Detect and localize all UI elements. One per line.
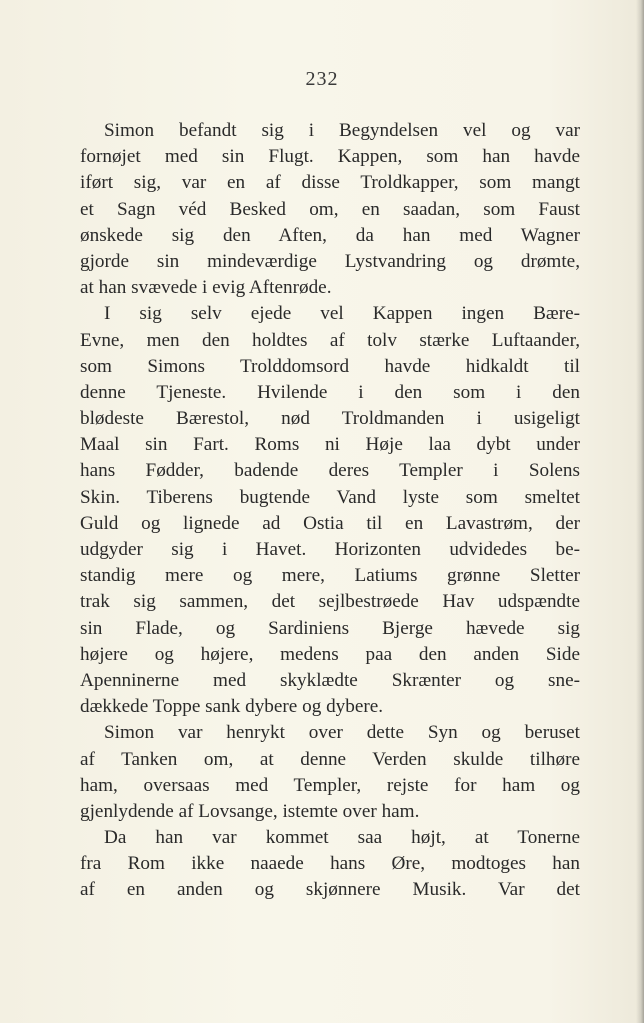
- text-line: ønskede sig den Aften, da han med Wagner: [80, 224, 580, 246]
- text-line: af en anden og skjønnere Musik. Var det: [80, 879, 580, 901]
- page-number: 232: [305, 68, 339, 90]
- text-line: Maal sin Fart. Roms ni Høje laa dybt under: [80, 434, 580, 456]
- text-line: gjorde sin mindeværdige Lystvandring og drømte,: [80, 250, 580, 272]
- text-line: fra Rom ikke naaede hans Øre, modtoges han: [80, 853, 580, 875]
- text-line: sin Flade, og Sardiniens Bjerge hævede sig: [80, 617, 580, 639]
- text-line: ham, oversaas med Templer, rejste for ham og: [80, 774, 580, 796]
- text-line: Evne, men den holdtes af tolv stærke Luftaander,: [80, 329, 580, 351]
- text-line: fornøjet med sin Flugt. Kappen, som han havde: [80, 146, 580, 168]
- text-line: Simon befandt sig i Begyndelsen vel og var: [104, 120, 580, 141]
- text-line: gjenlydende af Lovsange, istemte over ham.: [80, 800, 420, 822]
- text-line: Skin. Tiberens bugtende Vand lyste som smeltet: [80, 486, 580, 508]
- text-line: dækkede Toppe sank dybere og dybere.: [80, 696, 384, 718]
- text-line: iført sig, var en af disse Troldkapper, som mangt: [80, 172, 580, 194]
- text-line: Apenninerne med skyklædte Skrænter og sne-: [80, 669, 580, 691]
- text-line: af Tanken om, at denne Verden skulde tilhøre: [80, 748, 580, 770]
- text-line: at han svævede i evig Aftenrøde.: [80, 277, 332, 299]
- page-edge-shadow: [636, 0, 644, 1023]
- text-line: som Simons Trolddomsord havde hidkaldt til: [80, 355, 580, 377]
- text-line: denne Tjeneste. Hvilende i den som i den: [80, 381, 580, 403]
- text-line: Guld og lignede ad Ostia til en Lavastrøm, der: [80, 512, 580, 534]
- text-line: højere og højere, medens paa den anden Side: [80, 643, 580, 665]
- text-line: standig mere og mere, Latiums grønne Sletter: [80, 565, 580, 587]
- text-line: Simon var henrykt over dette Syn og beruset: [104, 722, 580, 744]
- text-line: hans Fødder, badende deres Templer i Solens: [80, 460, 580, 482]
- text-line: I sig selv ejede vel Kappen ingen Bære-: [104, 303, 580, 325]
- body-text: [80, 118, 580, 904]
- text-line: udgyder sig i Havet. Horizonten udvidedes be-: [80, 539, 580, 560]
- text-line: trak sig sammen, det sejlbestrøede Hav udspændte: [80, 591, 580, 613]
- text-line: Da han var kommet saa højt, at Tonerne: [104, 827, 580, 849]
- text-line: et Sagn véd Besked om, en saadan, som Faust: [80, 198, 580, 220]
- text-line: blødeste Bærestol, nød Troldmanden i usigeligt: [80, 408, 580, 430]
